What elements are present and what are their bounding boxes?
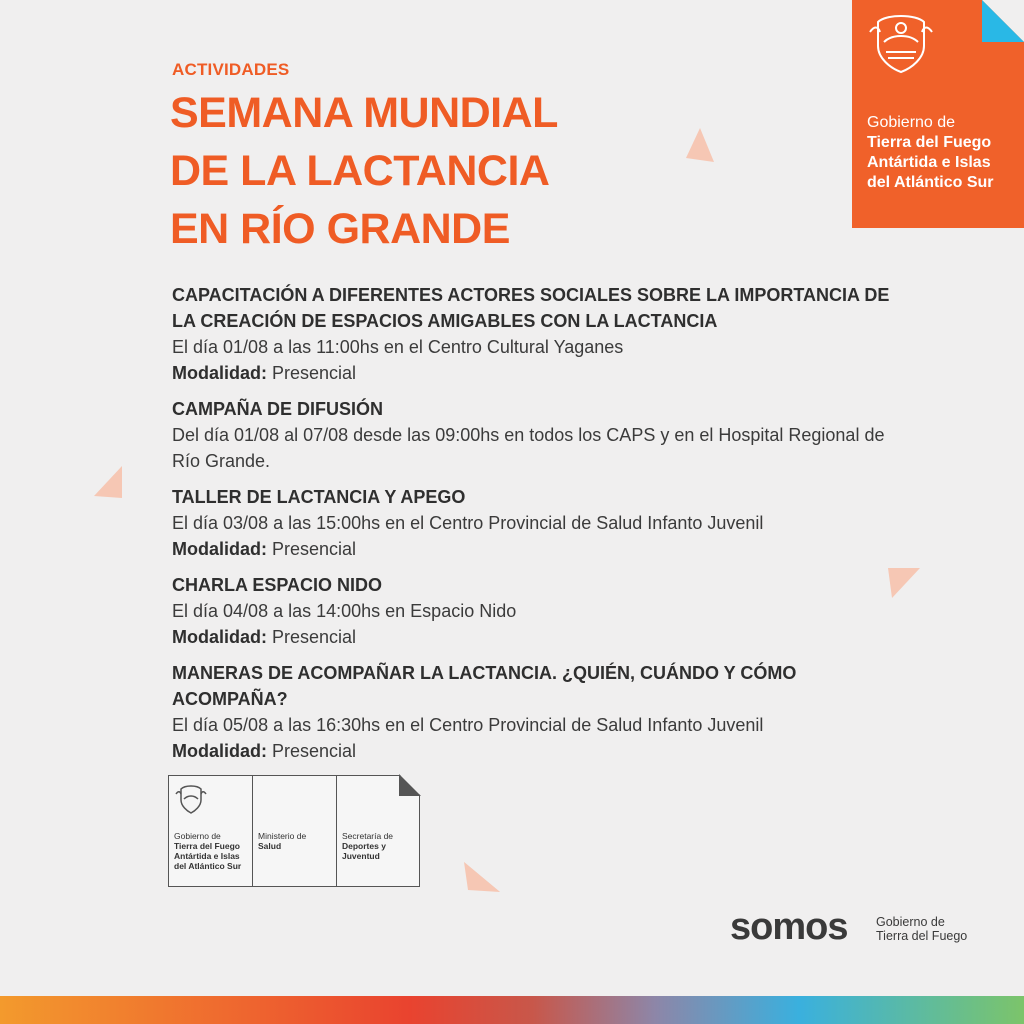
activity-detail: El día 05/08 a las 16:30hs en el Centro Provincial de Salud Infanto Juvenil: [172, 715, 764, 735]
modality-label: Modalidad:: [172, 627, 267, 647]
caption-line: Ministerio de: [258, 831, 307, 841]
provincial-crest-icon: [866, 12, 936, 74]
tagline-line: Gobierno de: [876, 915, 945, 929]
badge-line-1: Gobierno de: [867, 114, 956, 131]
logo-secretariat-caption: [342, 831, 393, 861]
activity-item: [172, 396, 912, 474]
decorative-triangle: [686, 128, 716, 164]
decorative-triangle: [464, 862, 502, 894]
logo-ministry-caption: [258, 831, 306, 851]
activity-heading: CAMPAÑA DE DIFUSIÓN: [172, 399, 383, 419]
modality-label: Modalidad:: [172, 539, 267, 559]
caption-line: del Atlántico Sur: [174, 861, 242, 871]
decorative-triangle: [94, 466, 124, 500]
activity-item: [172, 282, 912, 386]
caption-line: Salud: [258, 841, 282, 851]
activity-detail: El día 01/08 a las 11:00hs en el Centro Cultural Yaganes: [172, 337, 624, 357]
caption-line: Secretaría de: [342, 831, 394, 841]
modality-value: Presencial: [267, 741, 357, 761]
title-line-1: SEMANA MUNDIAL: [170, 89, 558, 137]
activity-item: [172, 484, 912, 562]
modality-label: Modalidad:: [172, 741, 267, 761]
tagline-line: Tierra del Fuego: [876, 929, 968, 943]
caption-line: Juventud: [342, 851, 380, 861]
logo-government: [168, 775, 254, 887]
badge-line-4: del Atlántico Sur: [867, 174, 994, 191]
page-fold-icon: [399, 774, 421, 796]
caption-line: Tierra del Fuego: [174, 841, 240, 851]
somos-wordmark: somos: [730, 906, 848, 948]
activity-modality: [172, 360, 912, 386]
caption-line: Gobierno de: [174, 831, 221, 841]
logo-ministry: [252, 775, 338, 887]
logo-secretariat: [336, 775, 420, 887]
modality-label: Modalidad:: [172, 363, 267, 383]
badge-line-3: Antártida e Islas: [867, 154, 991, 171]
crest-icon: [175, 784, 207, 814]
modality-value: Presencial: [267, 363, 357, 383]
activity-detail: El día 04/08 a las 14:00hs en Espacio Nido: [172, 601, 517, 621]
government-badge: [852, 0, 1024, 228]
title-line-2: DE LA LACTANCIA: [170, 147, 550, 195]
page-title: [170, 84, 558, 258]
activity-heading: CAPACITACIÓN A DIFERENTES ACTORES SOCIALES SOBRE LA IMPORTANCIA DE LA CREACIÓN DE ESPACIOS AMIGABLES CON LA LACTANCIA: [172, 285, 890, 331]
logo-government-caption: [174, 831, 241, 871]
modality-value: Presencial: [267, 627, 357, 647]
rainbow-stripe: [0, 996, 1024, 1024]
badge-fold-accent: [982, 0, 1024, 42]
activity-modality: [172, 624, 912, 650]
caption-line: Deportes y: [342, 841, 386, 851]
activity-heading: MANERAS DE ACOMPAÑAR LA LACTANCIA. ¿QUIÉN, CUÁNDO Y CÓMO ACOMPAÑA?: [172, 663, 797, 709]
activities-list: [172, 282, 912, 774]
activity-heading: TALLER DE LACTANCIA Y APEGO: [172, 487, 466, 507]
institutional-logos: [168, 775, 420, 887]
activity-detail: El día 03/08 a las 15:00hs en el Centro Provincial de Salud Infanto Juvenil: [172, 513, 764, 533]
badge-line-2: Tierra del Fuego: [867, 134, 992, 151]
somos-tagline: [876, 915, 967, 943]
activity-item: [172, 660, 912, 764]
caption-line: Antártida e Islas: [174, 851, 240, 861]
activity-modality: [172, 738, 912, 764]
modality-value: Presencial: [267, 539, 357, 559]
kicker-label: ACTIVIDADES: [172, 60, 290, 79]
activity-modality: [172, 536, 912, 562]
activity-detail: Del día 01/08 al 07/08 desde las 09:00hs en todos los CAPS y en el Hospital Regional de Río Grande.: [172, 425, 885, 471]
activity-heading: CHARLA ESPACIO NIDO: [172, 575, 383, 595]
title-line-3: EN RÍO GRANDE: [170, 205, 510, 253]
activity-item: [172, 572, 912, 650]
